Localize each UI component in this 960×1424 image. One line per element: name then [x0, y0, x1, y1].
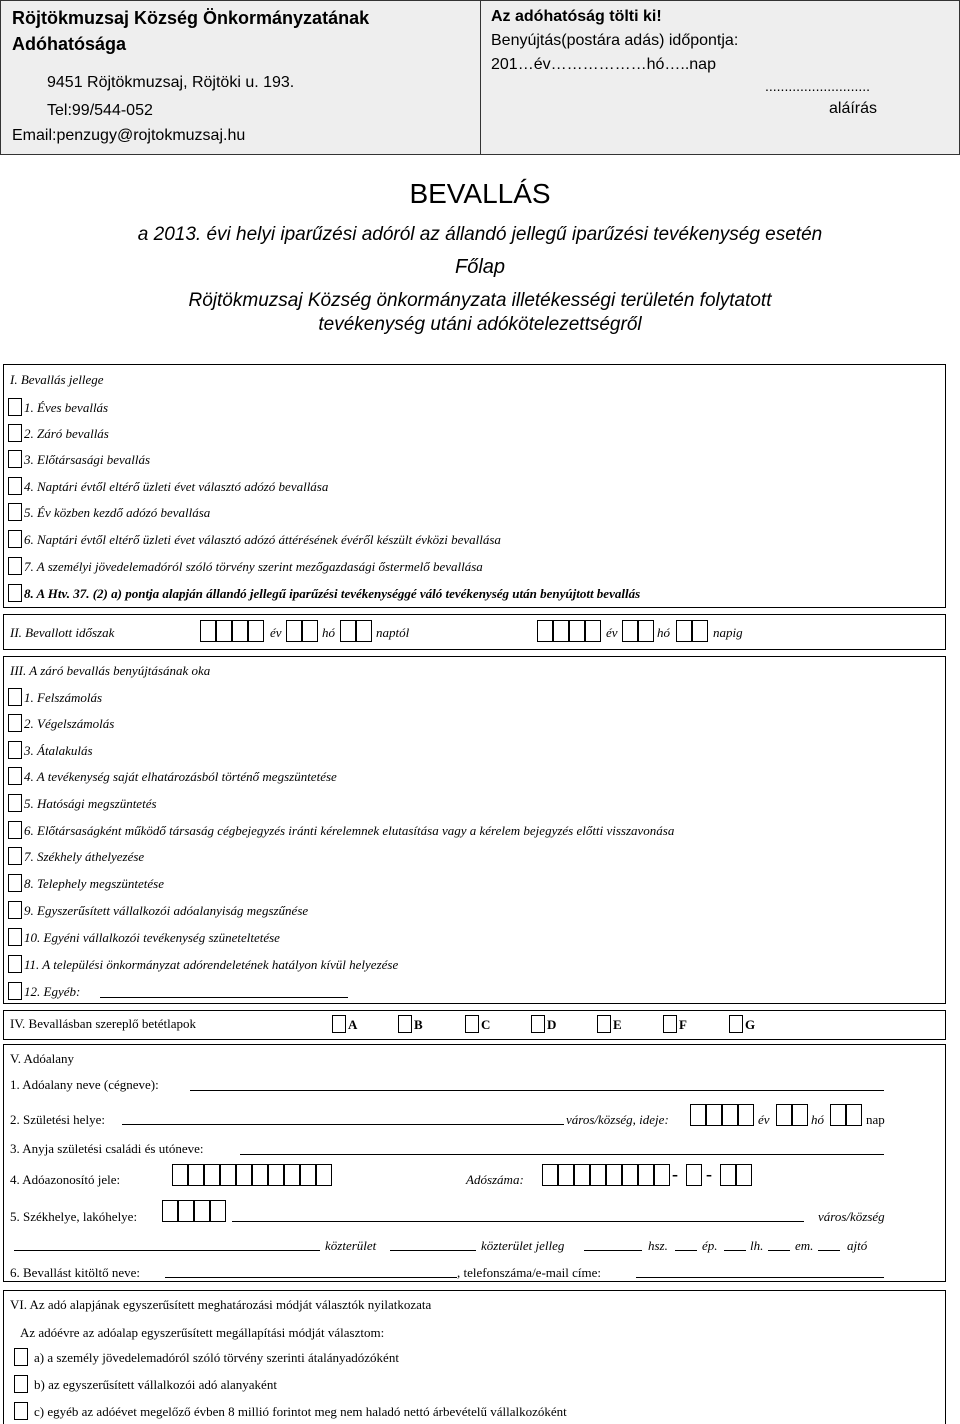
checkbox-eves[interactable] — [8, 398, 22, 416]
tax-id-digit-4[interactable] — [220, 1164, 236, 1186]
period-to-napig: napig — [713, 625, 743, 640]
header-divider — [480, 0, 481, 155]
checkbox-hatosagi[interactable] — [8, 794, 22, 812]
period-to-day-2[interactable] — [692, 620, 708, 642]
checkbox-zaro[interactable] — [8, 424, 22, 442]
period-to-year-4[interactable] — [585, 620, 601, 642]
signature-label: aláírás — [829, 100, 878, 117]
checkbox-naptari-elter[interactable] — [8, 477, 22, 495]
option-evkozben-kezdo: 5. Év közben kezdő adózó bevallása — [24, 505, 211, 520]
checkbox-sajat-megszuntetes[interactable] — [8, 767, 22, 785]
betetlap-c-label: C — [481, 1017, 491, 1032]
checkbox-rendelet-hatalyon-kivul[interactable] — [8, 955, 22, 973]
section-4-heading: IV. Bevallásban szereplő betétlapok — [10, 1016, 197, 1031]
office-email: Email:penzugy@rojtokmuzsaj.hu — [12, 127, 246, 144]
tax-number-digit-1[interactable] — [542, 1164, 558, 1186]
tax-number-digit-9[interactable] — [686, 1164, 702, 1186]
betetlap-a-label: A — [348, 1017, 358, 1032]
tax-number-digit-6[interactable] — [622, 1164, 638, 1186]
tax-number-digit-5[interactable] — [606, 1164, 622, 1186]
period-to-year-1[interactable] — [537, 620, 553, 642]
seat-city-input[interactable] — [232, 1221, 804, 1222]
period-from-ho: hó — [322, 625, 335, 640]
reason-egyeb: 12. Egyéb: — [24, 984, 81, 999]
option-naptari-elter: 4. Naptári évtől eltérő üzleti évet választó adózó bevallása — [24, 479, 329, 494]
tax-id-digit-2[interactable] — [188, 1164, 204, 1186]
filler-name-label: 6. Bevallást kitöltő neve: — [10, 1265, 140, 1280]
checkbox-szuneteltetes[interactable] — [8, 928, 22, 946]
tax-number-label: Adószáma: — [466, 1172, 524, 1187]
seat-label: 5. Székhelye, lakóhelye: — [10, 1209, 138, 1224]
postal-code-4[interactable] — [210, 1200, 226, 1222]
checkbox-htv37[interactable] — [8, 584, 22, 602]
period-from-year-2[interactable] — [216, 620, 232, 642]
birth-day-2[interactable] — [846, 1104, 862, 1126]
birth-year-1[interactable] — [690, 1104, 706, 1126]
checkbox-betetlap-d[interactable] — [531, 1015, 545, 1033]
section-2-heading: II. Bevallott időszak — [10, 625, 115, 640]
tax-number-digit-10[interactable] — [720, 1164, 736, 1186]
checkbox-egyeb[interactable] — [8, 982, 22, 1000]
option-atteres: 6. Naptári évtől eltérő üzleti évet választó adózó áttérésének évéről készült évközi bevallása — [24, 532, 501, 547]
option-elotarsasagi: 3. Előtársasági bevallás — [24, 452, 151, 467]
checkbox-betetlap-f[interactable] — [663, 1015, 677, 1033]
reason-elotarsasag-elutasitas: 6. Előtársaságként működő társaság cégbejegyzés iránti kérelemnek elutasítása vagy a kérelem bejegyzés előtti visszavonása — [24, 823, 675, 838]
section-1-heading: I. Bevallás jellege — [10, 372, 104, 387]
option-htv37: 8. A Htv. 37. (2) a) pontja alapján állandó jellegű iparűzési tevékenységgé váló tevékenység után benyújtott bevallás — [24, 586, 641, 601]
reason-atalakulas: 3. Átalakulás — [24, 743, 93, 758]
birth-year-4[interactable] — [738, 1104, 754, 1126]
birthplace-input[interactable] — [122, 1124, 564, 1125]
door-label: ajtó — [847, 1238, 868, 1253]
option-eva: b) az egyszerűsített vállalkozói adó alanyaként — [34, 1377, 277, 1392]
street-type-label: közterület jelleg — [481, 1238, 565, 1253]
betetlap-e-label: E — [613, 1017, 622, 1032]
reason-felszamolas: 1. Felszámolás — [24, 690, 102, 705]
period-to-month-1[interactable] — [622, 620, 638, 642]
tax-id-digit-7[interactable] — [268, 1164, 284, 1186]
tax-id-digit-10[interactable] — [316, 1164, 332, 1186]
form-subtitle: a 2013. évi helyi iparűzési adóról az állandó jellegű iparűzési tevékenység esetén — [137, 224, 823, 245]
period-to-year-2[interactable] — [553, 620, 569, 642]
office-name-2: Adóhatósága — [12, 34, 127, 54]
betetlap-f-label: F — [679, 1017, 687, 1032]
tax-id-digit-6[interactable] — [252, 1164, 268, 1186]
checkbox-betetlap-b[interactable] — [398, 1015, 412, 1033]
option-zaro-bevallas: 2. Záró bevallás — [24, 426, 109, 441]
period-to-ho: hó — [657, 625, 670, 640]
reason-hatosagi: 5. Hatósági megszüntetés — [24, 796, 157, 811]
birthplace-label: 2. Születési helye: — [10, 1112, 105, 1127]
section-6-heading: VI. Az adó alapjának egyszerűsített meghatározási módját választók nyilatkozata — [10, 1297, 432, 1312]
checkbox-evkozben-kezdo[interactable] — [8, 503, 22, 521]
signature-dots: ........................... — [765, 78, 871, 94]
postal-code-2[interactable] — [178, 1200, 194, 1222]
building-input[interactable] — [724, 1250, 746, 1251]
option-ostermelo: 7. A személyi jövedelemadóról szóló törvény szerint mezőgazdasági őstermelő bevallása — [24, 559, 483, 574]
egyeb-input-line[interactable] — [100, 997, 348, 998]
checkbox-szekhely-athelyezes[interactable] — [8, 847, 22, 865]
tax-number-dash-1: - — [672, 1164, 678, 1184]
building-label: ép. — [702, 1238, 718, 1253]
floor-label: em. — [795, 1238, 814, 1253]
option-eves-bevallas: 1. Éves bevallás — [24, 400, 109, 415]
office-name-1: Röjtökmuzsaj Község Önkormányzatának — [12, 8, 370, 28]
form-subtitle-foLap: Főlap — [454, 256, 506, 278]
birth-nap-label: nap — [866, 1112, 885, 1127]
period-from-month-2[interactable] — [302, 620, 318, 642]
checkbox-atteres[interactable] — [8, 530, 22, 548]
reason-rendelet-hatalyon-kivul: 11. A települési önkormányzat adórendeletének hatályon kívül helyezése — [24, 957, 399, 972]
house-number-input[interactable] — [675, 1250, 697, 1251]
section-3-heading: III. A záró bevallás benyújtásának oka — [10, 663, 211, 678]
birth-day-1[interactable] — [830, 1104, 846, 1126]
tax-number-dash-2: - — [706, 1164, 712, 1184]
street-type-gap[interactable] — [390, 1250, 476, 1251]
checkbox-betetlap-g[interactable] — [729, 1015, 743, 1033]
reason-sajat-megszuntetes: 4. A tevékenység saját elhatározásból történő megszüntetése — [24, 769, 337, 784]
checkbox-betetlap-a[interactable] — [332, 1015, 346, 1033]
taxpayer-name-label: 1. Adóalany neve (cégneve): — [10, 1077, 159, 1092]
period-from-year-1[interactable] — [200, 620, 216, 642]
birth-year-3[interactable] — [722, 1104, 738, 1126]
period-from-day-2[interactable] — [356, 620, 372, 642]
reason-telephely: 8. Telephely megszüntetése — [24, 876, 164, 891]
mother-name-label: 3. Anyja születési családi és utóneve: — [10, 1141, 204, 1156]
option-8-millio: c) egyéb az adóévet megelőző évben 8 millió forintot meg nem haladó nettó árbevételű vállalkozóként — [34, 1404, 567, 1419]
mother-name-input[interactable] — [240, 1154, 884, 1155]
checkbox-ostermelo[interactable] — [8, 557, 22, 575]
checkbox-atalakulas[interactable] — [8, 741, 22, 759]
staircase-label: lh. — [750, 1238, 764, 1253]
period-to-month-2[interactable] — [638, 620, 654, 642]
postal-code-1[interactable] — [162, 1200, 178, 1222]
period-to-year-3[interactable] — [569, 620, 585, 642]
period-from-naptol: naptól — [376, 625, 410, 640]
birth-year-2[interactable] — [706, 1104, 722, 1126]
reason-szekhely-athelyezes: 7. Székhely áthelyezése — [24, 849, 145, 864]
tax-id-label: 4. Adóazonosító jele: — [10, 1172, 121, 1187]
tax-number-digit-3[interactable] — [574, 1164, 590, 1186]
form-subtitle-area: Röjtökmuzsaj Község önkormányzata illetékességi területén folytatott — [188, 290, 772, 311]
checkbox-atalanyadozo[interactable] — [14, 1348, 28, 1366]
tax-number-digit-2[interactable] — [558, 1164, 574, 1186]
tax-number-digit-4[interactable] — [590, 1164, 606, 1186]
tax-id-digit-5[interactable] — [236, 1164, 252, 1186]
house-number-label: hsz. — [648, 1238, 668, 1253]
period-from-year-4[interactable] — [248, 620, 264, 642]
birth-ev-label: év — [758, 1112, 770, 1127]
staircase-input[interactable] — [768, 1250, 790, 1251]
office-address: 9451 Röjtökmuzsaj, Röjtöki u. 193. — [47, 74, 295, 91]
form-subtitle-obligation: tevékenység utáni adókötelezettségről — [318, 314, 642, 335]
section-5-heading: V. Adóalany — [10, 1051, 75, 1066]
filler-phone-input[interactable] — [636, 1277, 884, 1278]
period-to-ev: év — [606, 625, 618, 640]
filler-phone-label: , telefonszáma/e-mail címe: — [457, 1265, 602, 1280]
filler-name-input[interactable] — [165, 1277, 457, 1278]
office-phone: Tel:99/544-052 — [47, 102, 153, 119]
birth-month-1[interactable] — [776, 1104, 792, 1126]
floor-input[interactable] — [818, 1250, 840, 1251]
taxpayer-name-input[interactable] — [190, 1090, 884, 1091]
betetlap-d-label: D — [547, 1017, 557, 1032]
section-2-frame — [3, 614, 946, 650]
checkbox-telephely[interactable] — [8, 874, 22, 892]
checkbox-eva[interactable] — [14, 1375, 28, 1393]
street-type-input[interactable] — [584, 1250, 642, 1251]
tax-number-digit-8[interactable] — [654, 1164, 670, 1186]
checkbox-felszamolas[interactable] — [8, 688, 22, 706]
birth-ho-label: hó — [811, 1112, 824, 1127]
period-from-year-3[interactable] — [232, 620, 248, 642]
form-title: BEVALLÁS — [409, 178, 551, 209]
betetlap-g-label: G — [745, 1017, 756, 1032]
reason-vegelszamolas: 2. Végelszámolás — [24, 716, 115, 731]
checkbox-8-millio[interactable] — [14, 1402, 28, 1420]
tax-id-digit-9[interactable] — [300, 1164, 316, 1186]
checkbox-elotarsasag-elutasitas[interactable] — [8, 821, 22, 839]
period-to-day-1[interactable] — [676, 620, 692, 642]
tax-id-digit-1[interactable] — [172, 1164, 188, 1186]
checkbox-eva-megszunes[interactable] — [8, 901, 22, 919]
section-6-intro: Az adóévre az adóalap egyszerűsített megállapítási módját választom: — [20, 1325, 385, 1340]
checkbox-vegelszamolas[interactable] — [8, 714, 22, 732]
birth-month-2[interactable] — [792, 1104, 808, 1126]
postal-code-3[interactable] — [194, 1200, 210, 1222]
street-input[interactable] — [14, 1250, 320, 1251]
checkbox-betetlap-c[interactable] — [465, 1015, 479, 1033]
period-from-ev: év — [270, 625, 282, 640]
checkbox-elotarsasagi[interactable] — [8, 450, 22, 468]
reason-szuneteltetes: 10. Egyéni vállalkozói tevékenység szüneteltetése — [24, 930, 280, 945]
tax-number-digit-11[interactable] — [736, 1164, 752, 1186]
tax-id-digit-3[interactable] — [204, 1164, 220, 1186]
tax-number-digit-7[interactable] — [638, 1164, 654, 1186]
city-label: város/község — [818, 1209, 885, 1224]
city-date-label: város/község, ideje: — [566, 1112, 669, 1127]
tax-id-digit-8[interactable] — [284, 1164, 300, 1186]
submission-date-label: Benyújtás(postára adás) időpontja: — [491, 32, 739, 49]
option-atalanyadozo: a) a személy jövedelemadóról szóló törvény szerinti átalányadózóként — [34, 1350, 399, 1365]
submission-date-template: 201…év………………hó…..nap — [491, 56, 716, 73]
period-from-month-1[interactable] — [286, 620, 302, 642]
period-from-day-1[interactable] — [340, 620, 356, 642]
street-label: közterület — [325, 1238, 377, 1253]
checkbox-betetlap-e[interactable] — [597, 1015, 611, 1033]
authority-fills-label: Az adóhatóság tölti ki! — [491, 8, 662, 25]
betetlap-b-label: B — [414, 1017, 423, 1032]
reason-eva-megszunes: 9. Egyszerűsített vállalkozói adóalanyiság megszűnése — [24, 903, 309, 918]
